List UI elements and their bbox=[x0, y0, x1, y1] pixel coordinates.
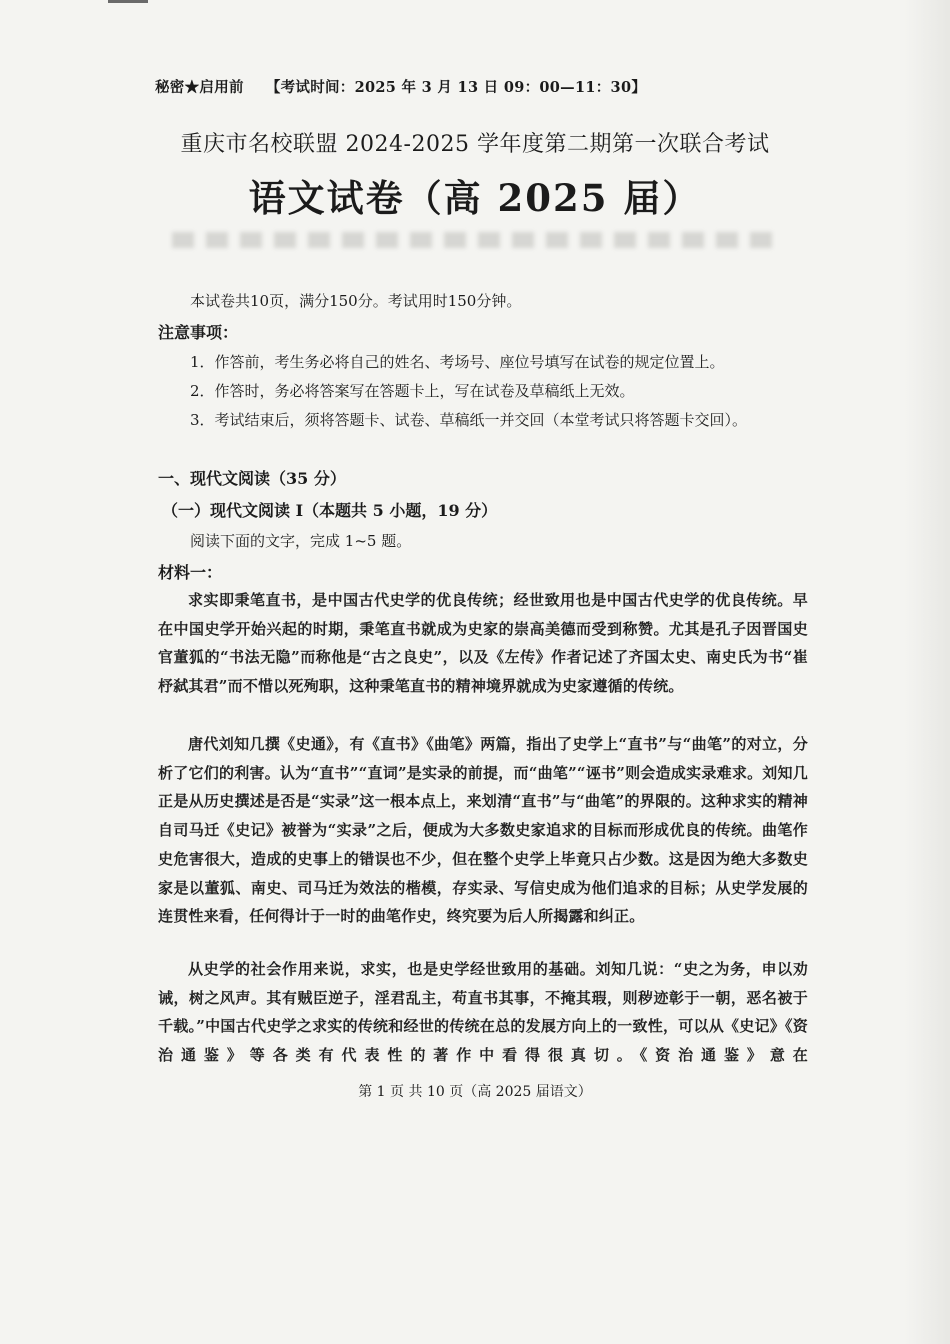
section-heading: 一、现代文阅读（35 分） bbox=[158, 469, 346, 488]
exam-title: 重庆市名校联盟 2024-2025 学年度第二期第一次联合考试 bbox=[180, 132, 770, 157]
exam-intro: 本试卷共10页，满分150分。考试用时150分钟。 bbox=[190, 292, 522, 310]
notice-item-3: 3．考试结束后，须将答题卡、试卷、草稿纸一并交回（本堂考试只将答题卡交回）。 bbox=[190, 411, 748, 429]
notice-heading: 注意事项： bbox=[158, 323, 239, 342]
paragraph-1: 求实即秉笔直书，是中国古代史学的优良传统；经世致用也是中国古代史学的优良传统。早在中国史学开始兴起的时期，秉笔直书就成为史家的崇高美德而受到称赞。尤其是孔子因晋国史官董狐的“书法无隐”而称他是“古之良史”，以及《左传》作者记述了齐国太史、南史氏为书“崔杼弑其君”而不惜以死殉职，这种秉笔直书的精神境界就成为史家遵循的传统。 bbox=[158, 591, 808, 696]
reading-instruction: 阅读下面的文字，完成 1~5 题。 bbox=[190, 532, 412, 550]
paragraph-2: 唐代刘知几撰《史通》，有《直书》《曲笔》两篇，指出了史学上“直书”与“曲笔”的对立，分析了它们的利害。认为“直书”“直词”是实录的前提，而“曲笔”“诬书”则会造成实录难求。刘知几正是从历史撰述是否是“实录”这一根本点上，来划清“直书”与“曲笔”的界限的。这种求实的精神自司马迁《史记》被誉为“实录”之后，便成为大多数史家追求的目标而形成优良的传统。曲笔作史危害很大，造成的史事上的错误也不少，但在整个史学上毕竟只占少数。这是因为绝大多数史家是以董狐、南史、司马迁为效法的楷模，存实录、写信史成为他们追求的目标；从史学发展的连贯性来看，任何得计于一时的曲笔作史，终究要为后人所揭露和纠正。 bbox=[158, 735, 808, 926]
header-line bbox=[155, 76, 646, 97]
notice-item-2: 2．作答时，务必将答案写在答题卡上，写在试卷及草稿纸上无效。 bbox=[190, 382, 635, 400]
exam-time: 【考试时间：2025 年 3 月 13 日 09：00—11：30】 bbox=[265, 79, 647, 96]
page-footer: 第 1 页 共 10 页（高 2025 届语文） bbox=[358, 1084, 592, 1100]
scan-mark bbox=[108, 0, 148, 3]
paragraph-3: 从史学的社会作用来说，求实，也是史学经世致用的基础。刘知几说：“史之为务，申以劝诫，树之风声。其有贼臣逆子，淫君乱主，苟直书其事，不掩其瑕，则秽迹彰于一朝，恶名被于千载。”中国古代史学之求实的传统和经世的传统在总的发展方向上的一致性，可以从《史记》《资治通鉴》等各类有代表性的著作中看得很真切。《资治通鉴》意在 bbox=[158, 960, 808, 1065]
secret-label: 秘密★启用前 bbox=[155, 79, 244, 96]
page-title: 语文试卷（高 2025 届） bbox=[248, 176, 702, 220]
faded-scan-line bbox=[172, 232, 782, 248]
sub-section-heading: （一）现代文阅读 I（本题共 5 小题，19 分） bbox=[162, 501, 498, 520]
notice-item-1: 1．作答前，考生务必将自己的姓名、考场号、座位号填写在试卷的规定位置上。 bbox=[190, 353, 725, 371]
material-heading: 材料一： bbox=[158, 563, 223, 582]
